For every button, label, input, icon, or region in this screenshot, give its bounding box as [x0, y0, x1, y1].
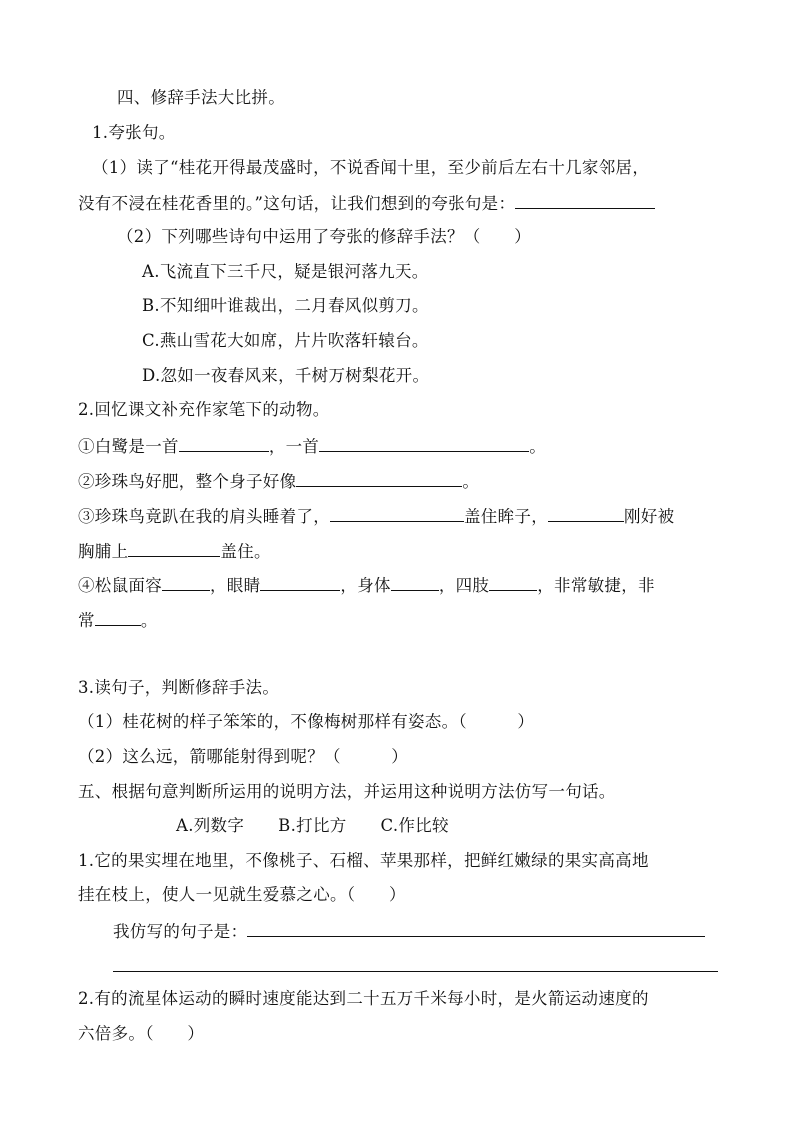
section-four-heading: 四、修辞手法大比拼。 — [117, 88, 285, 107]
q2-line3 — [78, 505, 674, 527]
answer-blank-squirrel-eyes[interactable] — [260, 574, 340, 591]
q1-option-d: D.忽如一夜春风来，千树万树梨花开。 — [142, 366, 430, 385]
q3-part1: （1）桂花树的样子笨笨的，不像梅树那样有姿态。（ ） — [78, 712, 535, 731]
q2-line6-text-b: 。 — [140, 611, 158, 630]
answer-blank-pearl-bird-4[interactable] — [128, 540, 220, 557]
q2-line5-text-d: ，四肢 — [438, 576, 490, 595]
s5-imitate-label: 我仿写的句子是： — [113, 922, 248, 941]
q1-option-c: C.燕山雪花大如席，片片吹落轩辕台。 — [142, 331, 429, 350]
q2-line3-text-b: 盖住眸子， — [464, 507, 548, 526]
q1-option-b: B.不知细叶谁裁出，二月春风似剪刀。 — [142, 296, 429, 315]
answer-blank-squirrel-body[interactable] — [391, 574, 439, 591]
s5-q1-line1: 1.它的果实埋在地里，不像桃子、石榴、苹果那样，把鲜红嫩绿的果实高高地 — [78, 851, 649, 870]
answer-blank-pearl-bird[interactable] — [296, 470, 462, 487]
answer-blank-egret-1[interactable] — [179, 435, 269, 452]
s5-q2-line1: 2.有的流星体运动的瞬时速度能达到二十五万千米每小时，是火箭运动速度的 — [78, 989, 649, 1008]
q1-option-a: A.飞流直下三千尺，疑是银河落九天。 — [142, 262, 429, 281]
imitate-answer-line-2[interactable] — [113, 971, 718, 972]
s5-method-options — [176, 816, 449, 836]
q1-part1-line2-text: 没有不浸在桂花香里的。”这句话，让我们想到的夸张句是： — [78, 194, 516, 213]
section-five-heading: 五、根据句意判断所运用的说明方法，并运用这种说明方法仿写一句话。 — [78, 782, 616, 801]
q2-line5 — [78, 574, 655, 596]
q2-line5-text-c: ，身体 — [340, 576, 391, 595]
q2-line3-text-a: ③珍珠鸟竟趴在我的肩头睡着了， — [78, 507, 330, 526]
s5-option-c: C.作比较 — [380, 816, 449, 835]
q2-line6-text-a: 常 — [78, 611, 95, 630]
q2-line2-text-b: 。 — [462, 472, 480, 491]
q2-line4-text-a: 胸脯上 — [78, 542, 129, 561]
q2-line4 — [78, 540, 271, 562]
q1-part2: （2）下列哪些诗句中运用了夸张的修辞手法？（ ） — [117, 227, 531, 246]
q2-line1 — [78, 435, 546, 457]
s5-q2-line2: 六倍多。（ ） — [78, 1024, 205, 1043]
q2-title: 2.回忆课文补充作家笔下的动物。 — [78, 400, 330, 419]
q2-line1-text-a: ①白鹭是一首 — [78, 437, 179, 456]
q2-line6 — [78, 609, 158, 631]
answer-blank-squirrel-limbs[interactable] — [489, 574, 537, 591]
q2-line2 — [78, 470, 479, 492]
q2-line1-text-b: ，一首 — [268, 437, 320, 456]
s5-option-a: A.列数字 — [176, 816, 245, 835]
answer-blank-exaggeration[interactable] — [515, 192, 655, 209]
q3-title: 3.读句子，判断修辞手法。 — [78, 678, 280, 697]
q2-line1-text-c: 。 — [529, 437, 547, 456]
answer-blank-egret-2[interactable] — [319, 435, 529, 452]
answer-blank-pearl-bird-3[interactable] — [548, 505, 624, 522]
imitate-answer-line-1[interactable] — [247, 920, 705, 937]
answer-blank-squirrel-face[interactable] — [162, 574, 210, 591]
q2-line5-text-b: ，眼睛 — [210, 576, 261, 595]
q3-part2: （2）这么远，箭哪能射得到呢？（ ） — [78, 747, 408, 766]
q1-part1-line1: （1）读了“桂花开得最茂盛时，不说香闻十里，至少前后左右十几家邻居， — [92, 158, 650, 177]
q2-line5-text-a: ④松鼠面容 — [78, 576, 162, 595]
q2-line4-text-b: 盖住。 — [220, 542, 271, 561]
answer-blank-squirrel-very[interactable] — [95, 609, 141, 626]
q2-line3-text-c: 刚好被 — [624, 507, 675, 526]
s5-q1-line2: 挂在枝上，使人一见就生爱慕之心。（ ） — [78, 885, 406, 904]
s5-imitate-line — [113, 920, 705, 942]
answer-blank-pearl-bird-2[interactable] — [330, 505, 464, 522]
q1-part1-line2 — [78, 192, 655, 214]
q2-line2-text-a: ②珍珠鸟好肥，整个身子好像 — [78, 472, 297, 491]
q2-line5-text-e: ，非常敏捷，非 — [537, 576, 655, 595]
s5-option-b: B.打比方 — [278, 816, 347, 835]
q1-title: 1.夸张句。 — [92, 123, 176, 142]
